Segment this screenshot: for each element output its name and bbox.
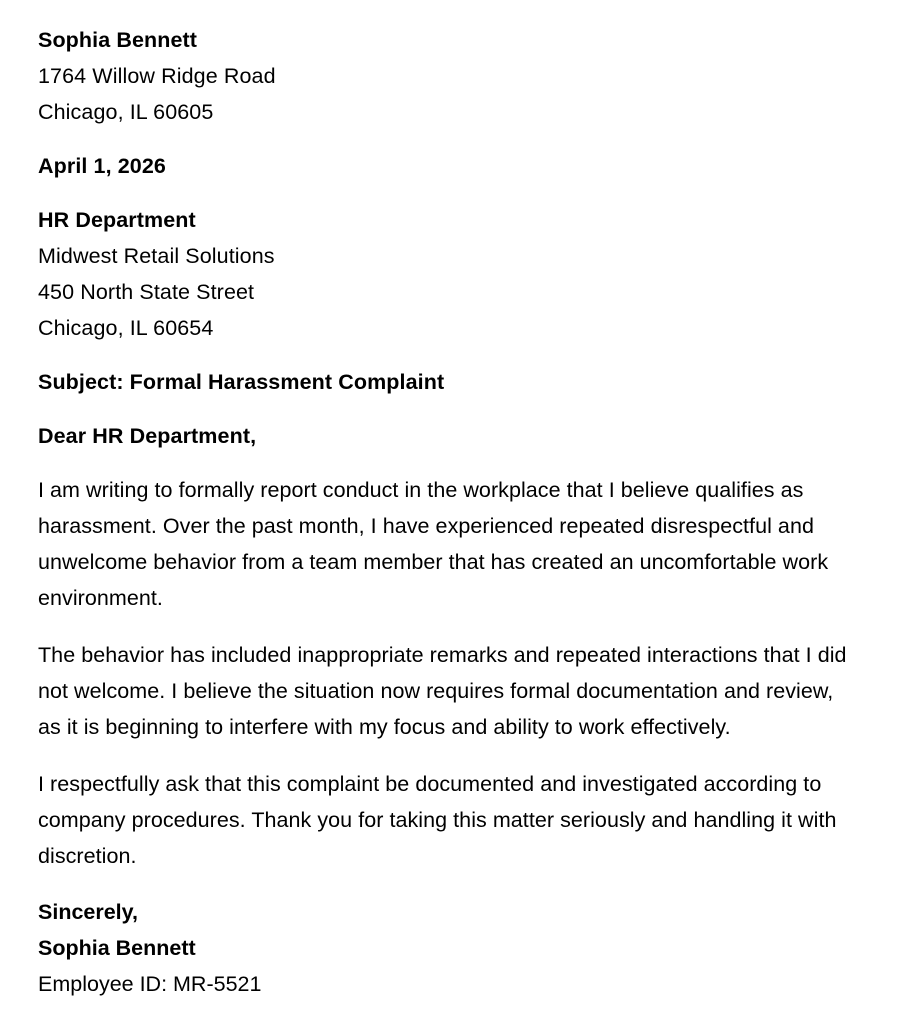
sender-city-state-zip: Chicago, IL 60605 [38,100,214,124]
subject-block [38,364,850,400]
employee-id: Employee ID: MR-5521 [38,972,262,996]
recipient-department: HR Department [38,208,196,232]
sender-address-block [38,22,850,130]
salutation: Dear HR Department, [38,424,257,448]
salutation-block [38,418,850,454]
body-paragraph-3: I respectfully ask that this complaint be documented and investigated according to company procedures. Thank you for taking this matter seriously and handling it with discretion. [38,772,837,868]
subject-line: Subject: Formal Harassment Complaint [38,370,445,394]
valediction: Sincerely, [38,900,138,924]
date-block [38,148,850,184]
letter-body [38,472,850,874]
closing-block [38,894,850,1002]
sender-street: 1764 Willow Ridge Road [38,64,276,88]
recipient-city-state-zip: Chicago, IL 60654 [38,316,214,340]
recipient-company: Midwest Retail Solutions [38,244,275,268]
recipient-address-block [38,202,850,346]
body-paragraph-2: The behavior has included inappropriate remarks and repeated interactions that I did not welcome. I believe the situation now requires formal documentation and review, as it is beginning to interfere with my focus and ability to work effectively. [38,643,847,739]
body-paragraph-1: I am writing to formally report conduct in the workplace that I believe qualifies as harassment. Over the past month, I have experienced repeated disrespectful and unwelcome behavior from a team member that has created an uncomfortable work environment. [38,478,829,610]
sender-name: Sophia Bennett [38,28,198,52]
recipient-street: 450 North State Street [38,280,255,304]
letter-date: April 1, 2026 [38,154,166,178]
signature-name: Sophia Bennett [38,936,196,960]
